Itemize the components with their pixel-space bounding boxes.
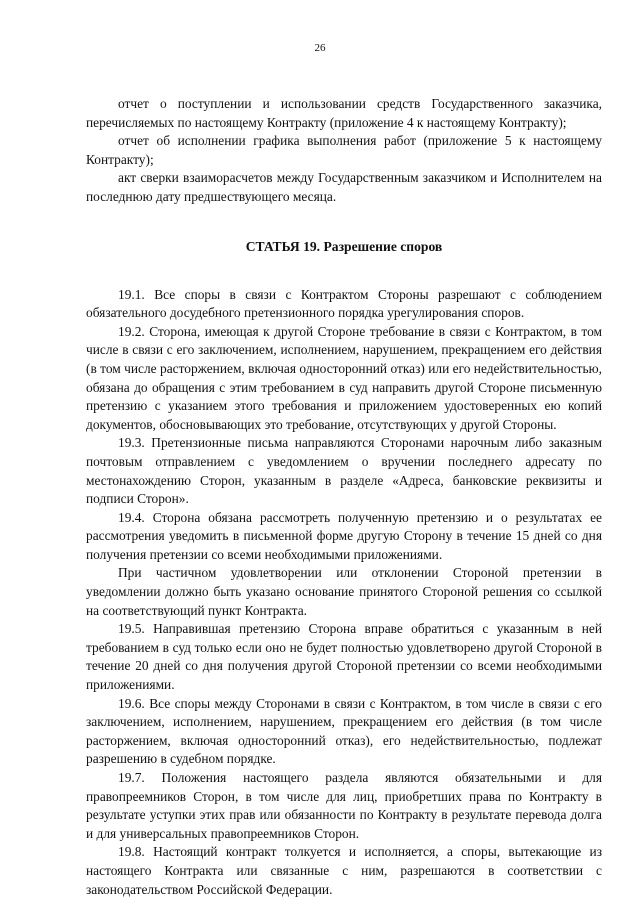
intro-paragraph-2: отчет об исполнении графика выполнения работ (приложение 5 к настоящему Контракту);	[86, 133, 602, 167]
clause-19-1: 19.1. Все споры в связи с Контрактом Стороны разрешают с соблюдением обязательного досудебного претензионного порядка урегулирования споров.	[86, 286, 602, 321]
clause-19-4-partial-rejection: При частичном удовлетворении или отклонении Стороной претензии в уведомлении должно быть указано основание принятого Стороной решения со ссылкой на соответствующий пункт Контракта.	[86, 565, 602, 618]
intro-paragraph-3: акт сверки взаиморасчетов между Государственным заказчиком и Исполнителем на последнюю дату предшествующего месяца.	[86, 170, 602, 204]
article-title: СТАТЬЯ 19. Разрешение споров	[245, 238, 443, 254]
clause-19-5: 19.5. Направившая претензию Сторона вправе обратиться с указанным в ней требованием в суд только если оно не будет полностью удовлетворено другой Стороной в течение 20 дней со дня получения другой Стороной претензии со всеми необходимыми приложениями.	[86, 621, 602, 693]
clause-19-6: 19.6. Все споры между Сторонами в связи с Контрактом, в том числе в связи с его заключением, исполнением, нарушением, прекращением его действия (в том числе расторжением, включая односторонний отказ), его недействительностью, подлежат разрешению в судебном порядке.	[86, 695, 602, 767]
clause-19-2: 19.2. Сторона, имеющая к другой Стороне требование в связи с Контрактом, в том числе в связи с его заключением, исполнением, нарушением, прекращением его действия (в том числе расторжением, включая односторонний отказ) или его недействительностью, обязана до обращения с этим требованием в суд направить другой Стороне письменную претензию с указанием этого требования и приложением удостоверенных ею копий документов, обосновывающих это требование, отсутствующих у другой Стороны.	[86, 323, 602, 432]
clause-19-4: 19.4. Сторона обязана рассмотреть полученную претензию и о результатах ее рассмотрения уведомить в письменной форме другую Сторону в течение 15 дней со дня получения претензии со всеми необходимыми приложениями.	[86, 509, 602, 562]
clause-19-7: 19.7. Положения настоящего раздела являются обязательными и для правопреемников Сторон, в том числе для лиц, приобретших права по Контракту в результате уступки этих прав или обязанности по Контракту в результате перевода долга и для универсальных правопреемников Сторон.	[86, 770, 602, 841]
document-body	[86, 95, 602, 899]
clause-19-8: 19.8. Настоящий контракт толкуется и исполняется, а споры, вытекающие из настоящего Контракта или связанные с ним, разрешаются в соответствии с законодательством Российской Федерации.	[86, 844, 602, 897]
clause-19-3: 19.3. Претензионные письма направляются Сторонами нарочным либо заказным почтовым отправлением с уведомлением о вручении последнего адресату по местонахождению Сторон, указанным в разделе «Адреса, банковские реквизиты и подписи Сторон».	[86, 435, 602, 507]
intro-paragraph-1: отчет о поступлении и использовании средств Государственного заказчика, перечисляемых по настоящему Контракту (приложение 4 к настоящему Контракту);	[86, 96, 602, 130]
page-number: 26	[314, 42, 326, 54]
